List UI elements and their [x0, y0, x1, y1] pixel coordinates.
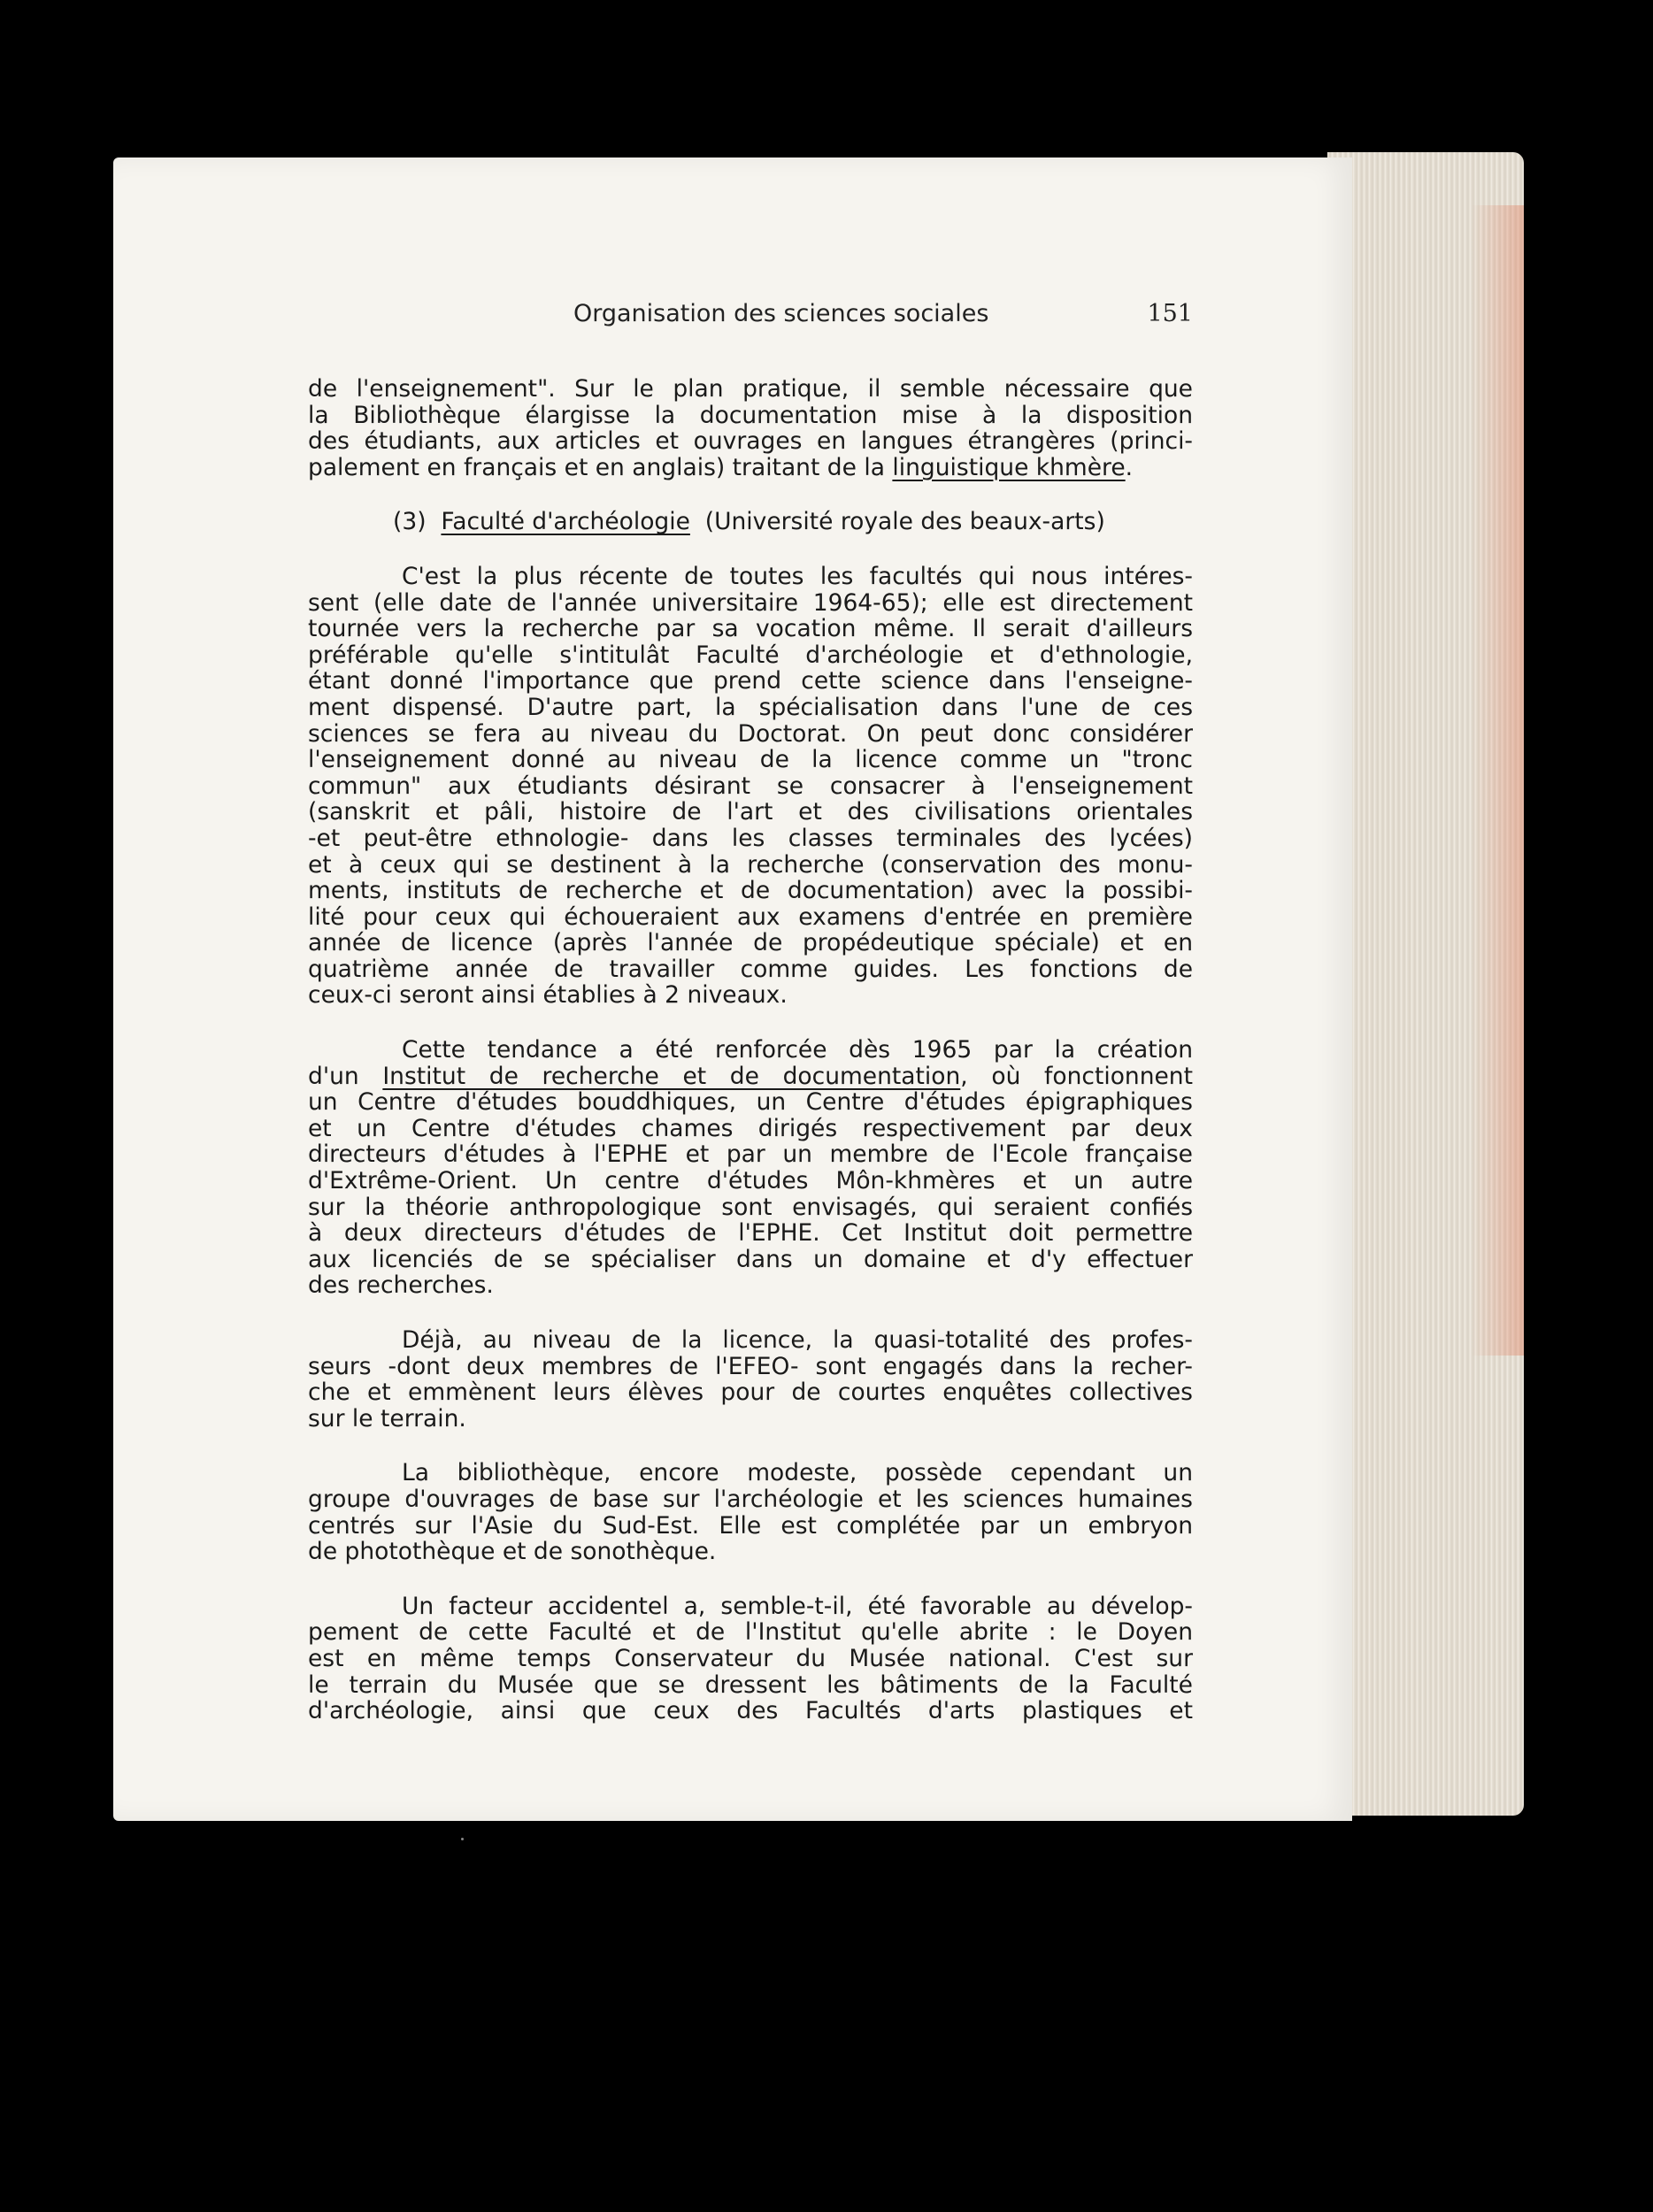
text-fragment: d'un — [308, 1062, 359, 1090]
page-number: 151 — [1147, 300, 1193, 327]
paragraph-3 — [308, 1327, 1193, 1432]
text-fragment: palement en français et en anglais) traitant de la — [308, 453, 885, 481]
text-line: -et peut-être ethnologie- dans les classes terminales des lycées) — [308, 824, 1193, 852]
section-number: (3) — [393, 508, 427, 536]
text-line: et à ceux qui se destinent à la recherche (conservation des monu- — [308, 850, 1193, 879]
text-line: directeurs d'études à l'EPHE et par un membre de l'Ecole française — [308, 1141, 1193, 1169]
text-line: un Centre d'études bouddhiques, un Centre d'études épigraphiques — [308, 1088, 1193, 1117]
paragraph-2 — [308, 1037, 1193, 1299]
text-line: groupe d'ouvrages de base sur l'archéologie et les sciences humaines — [308, 1485, 1193, 1513]
text-line: préférable qu'elle s'intitulât Faculté d'archéologie et d'ethnologie, — [308, 641, 1193, 669]
text-line: le terrain du Musée que se dressent les bâtiments de la Faculté — [308, 1671, 1193, 1699]
text-line: tournée vers la recherche par sa vocation même. Il serait d'ailleurs — [308, 615, 1193, 643]
text-fragment: , où fonctionnent — [960, 1062, 1193, 1090]
running-header — [308, 300, 1193, 344]
text-line: C'est la plus récente de toutes les facultés qui nous intéres- — [402, 562, 1193, 590]
text-line: centrés sur l'Asie du Sud-Est. Elle est complétée par un embryon — [308, 1511, 1193, 1540]
running-title: Organisation des sciences sociales — [573, 300, 989, 327]
underlined-term: linguistique khmère — [892, 453, 1126, 481]
text-line: des étudiants, aux articles et ouvrages en langues étrangères (princi- — [308, 427, 1193, 456]
page-body — [308, 376, 1193, 1724]
text-line: quatrième année de travailler comme guides. Les fonctions de — [308, 955, 1193, 983]
text-line: sent (elle date de l'année universitaire 1964-65); elle est directement — [308, 588, 1193, 617]
text-line: Déjà, au niveau de la licence, la quasi-totalité des profes- — [402, 1326, 1193, 1354]
text-line: de photothèque et de sonothèque. — [308, 1538, 717, 1566]
text-line: la Bibliothèque élargisse la documentation mise à la disposition — [308, 401, 1193, 429]
text-line: étant donné l'importance que prend cette science dans l'enseigne- — [308, 667, 1193, 695]
text-fragment: . — [1125, 453, 1134, 481]
text-line: ment dispensé. D'autre part, la spécialisation dans l'une de ces — [308, 693, 1193, 721]
text-line: Un facteur accidentel a, semble-t-il, été favorable au dévelop- — [402, 1592, 1193, 1620]
text-line: année de licence (après l'année de propédeutique spéciale) et en — [308, 929, 1193, 957]
paragraph-5 — [308, 1594, 1193, 1724]
text-line: à deux directeurs d'études de l'EPHE. Cet Institut doit permettre — [308, 1219, 1193, 1248]
text-line: l'enseignement donné au niveau de la licence comme un "tronc — [308, 746, 1193, 774]
text-line: commun" aux étudiants désirant se consacrer à l'enseignement — [308, 772, 1193, 800]
text-line: sciences se fera au niveau du Doctorat. On peut donc considérer — [308, 719, 1193, 748]
text-line — [308, 1064, 1193, 1090]
text-line: ments, instituts de recherche et de documentation) avec la possibi- — [308, 877, 1193, 905]
text-line: La bibliothèque, encore modeste, possède cependant un — [402, 1459, 1193, 1487]
text-line: d'archéologie, ainsi que ceux des Facultés d'arts plastiques et — [308, 1697, 1193, 1725]
text-line: est en même temps Conservateur du Musée national. C'est sur — [308, 1644, 1193, 1672]
book-page-edges — [1327, 152, 1524, 1816]
text-line: (sanskrit et pâli, histoire de l'art et des civilisations orientales — [308, 798, 1193, 826]
section-title: Faculté d'archéologie — [441, 508, 690, 536]
text-line — [308, 455, 1193, 481]
text-line: sur le terrain. — [308, 1404, 466, 1432]
paragraph-1 — [308, 564, 1193, 1009]
section-heading — [308, 509, 1193, 535]
text-line: pement de cette Faculté et de l'Institut qu'elle abrite : le Doyen — [308, 1618, 1193, 1647]
paragraph-4 — [308, 1460, 1193, 1564]
intro-paragraph — [308, 376, 1193, 480]
underlined-term: Institut de recherche et de documentation — [382, 1062, 961, 1090]
text-line: ceux-ci seront ainsi établies à 2 niveaux. — [308, 981, 788, 1010]
text-line: sur la théorie anthropologique sont envisagés, qui seraient confiés — [308, 1193, 1193, 1221]
text-line: che et emmènent leurs élèves pour de courtes enquêtes collectives — [308, 1379, 1193, 1407]
text-line: Cette tendance a été renforcée dès 1965 par la création — [402, 1036, 1193, 1064]
text-line: aux licenciés de se spécialiser dans un domaine et d'y effectuer — [308, 1245, 1193, 1273]
text-line: d'Extrême-Orient. Un centre d'études Môn-khmères et un autre — [308, 1167, 1193, 1195]
text-line: seurs -dont deux membres de l'EFEO- sont engagés dans la recher- — [308, 1352, 1193, 1380]
paper-speck — [461, 1838, 464, 1840]
text-line: et un Centre d'études chames dirigés respectivement par deux — [308, 1114, 1193, 1142]
text-line: lité pour ceux qui échoueraient aux examens d'entrée en première — [308, 902, 1193, 931]
section-subtitle: (Université royale des beaux-arts) — [704, 508, 1105, 536]
text-line: des recherches. — [308, 1271, 494, 1300]
text-line: de l'enseignement". Sur le plan pratique, il semble nécessaire que — [308, 375, 1193, 403]
